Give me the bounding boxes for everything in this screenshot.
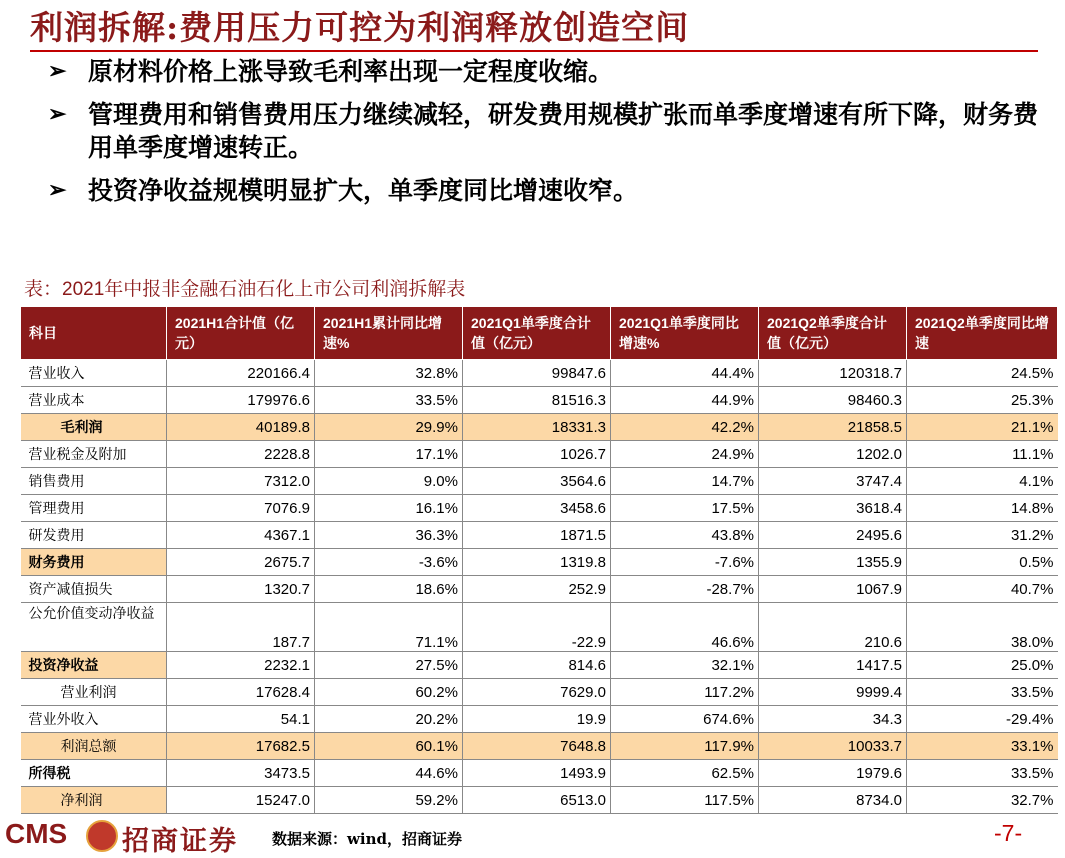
page-title: 利润拆解:费用压力可控为利润释放创造空间: [30, 8, 690, 47]
bullet-item: [48, 98, 1048, 164]
value-cell: 120318.7: [759, 360, 907, 387]
value-cell: 19.9: [463, 706, 611, 733]
value-cell: 99847.6: [463, 360, 611, 387]
value-cell: 210.6: [759, 603, 907, 652]
value-cell: 3618.4: [759, 495, 907, 522]
value-cell: 4.1%: [907, 468, 1058, 495]
header-cell: 2021Q1单季度合计值（亿元）: [463, 307, 611, 360]
value-cell: 10033.7: [759, 733, 907, 760]
value-cell: -22.9: [463, 603, 611, 652]
value-cell: 1417.5: [759, 652, 907, 679]
value-cell: 117.5%: [611, 787, 759, 814]
value-cell: 18331.3: [463, 414, 611, 441]
value-cell: 62.5%: [611, 760, 759, 787]
value-cell: 17682.5: [167, 733, 315, 760]
value-cell: 1871.5: [463, 522, 611, 549]
header-cell: 2021Q1单季度同比增速%: [611, 307, 759, 360]
value-cell: 60.1%: [315, 733, 463, 760]
row-label: 利润总额: [21, 733, 167, 760]
value-cell: 2228.8: [167, 441, 315, 468]
value-cell: 18.6%: [315, 576, 463, 603]
header-cell: 2021H1合计值（亿元）: [167, 307, 315, 360]
value-cell: 98460.3: [759, 387, 907, 414]
value-cell: 3747.4: [759, 468, 907, 495]
value-cell: 54.1: [167, 706, 315, 733]
table-row: [21, 441, 1058, 468]
value-cell: 24.5%: [907, 360, 1058, 387]
value-cell: 20.2%: [315, 706, 463, 733]
value-cell: 1067.9: [759, 576, 907, 603]
value-cell: 17.1%: [315, 441, 463, 468]
value-cell: 46.6%: [611, 603, 759, 652]
row-label: 管理费用: [21, 495, 167, 522]
header-cell: 2021Q2单季度合计值（亿元）: [759, 307, 907, 360]
table-row: [21, 679, 1058, 706]
bullet-text: 投资净收益规模明显扩大，单季度同比增速收窄。: [88, 176, 639, 205]
table-row: [21, 495, 1058, 522]
table-row: [21, 549, 1058, 576]
value-cell: 8734.0: [759, 787, 907, 814]
bullet-item: [48, 55, 1048, 88]
brand-latin: CMS: [5, 818, 68, 849]
value-cell: 27.5%: [315, 652, 463, 679]
value-cell: 25.0%: [907, 652, 1058, 679]
value-cell: 15247.0: [167, 787, 315, 814]
table-row: [21, 603, 1058, 652]
cms-logo-icon: [86, 820, 118, 852]
value-cell: -29.4%: [907, 706, 1058, 733]
value-cell: 117.2%: [611, 679, 759, 706]
value-cell: 187.7: [167, 603, 315, 652]
table-row: [21, 652, 1058, 679]
value-cell: 43.8%: [611, 522, 759, 549]
bullet-item: [48, 174, 1048, 207]
value-cell: 60.2%: [315, 679, 463, 706]
table-row: [21, 387, 1058, 414]
value-cell: 24.9%: [611, 441, 759, 468]
table-row: [21, 787, 1058, 814]
value-cell: 252.9: [463, 576, 611, 603]
value-cell: 40.7%: [907, 576, 1058, 603]
value-cell: 42.2%: [611, 414, 759, 441]
value-cell: 1979.6: [759, 760, 907, 787]
row-label: 毛利润: [21, 414, 167, 441]
header-cell: 2021Q2单季度同比增速: [907, 307, 1058, 360]
value-cell: 36.3%: [315, 522, 463, 549]
value-cell: 9.0%: [315, 468, 463, 495]
value-cell: 25.3%: [907, 387, 1058, 414]
value-cell: 814.6: [463, 652, 611, 679]
brand-name: 招商证券: [122, 826, 238, 857]
value-cell: 674.6%: [611, 706, 759, 733]
value-cell: 3473.5: [167, 760, 315, 787]
row-label: 投资净收益: [21, 652, 167, 679]
bullet-text: 管理费用和销售费用压力继续减轻，研发费用规模扩张而单季度增速有所下降，财务费用单季度增速转正。: [88, 100, 1039, 162]
data-source: 数据来源：wind，招商证券: [272, 830, 463, 848]
value-cell: 0.5%: [907, 549, 1058, 576]
profit-breakdown-table: [20, 306, 1058, 814]
value-cell: 1026.7: [463, 441, 611, 468]
title-divider: [30, 50, 1038, 52]
value-cell: 4367.1: [167, 522, 315, 549]
value-cell: 33.1%: [907, 733, 1058, 760]
value-cell: 40189.8: [167, 414, 315, 441]
value-cell: 1320.7: [167, 576, 315, 603]
value-cell: 33.5%: [907, 760, 1058, 787]
value-cell: 44.4%: [611, 360, 759, 387]
value-cell: 3458.6: [463, 495, 611, 522]
value-cell: 6513.0: [463, 787, 611, 814]
value-cell: 1202.0: [759, 441, 907, 468]
value-cell: 9999.4: [759, 679, 907, 706]
table-row: [21, 414, 1058, 441]
value-cell: 1319.8: [463, 549, 611, 576]
value-cell: 14.7%: [611, 468, 759, 495]
row-label: 营业外收入: [21, 706, 167, 733]
value-cell: 7629.0: [463, 679, 611, 706]
header-cell: 科目: [21, 307, 167, 360]
table-header-row: [21, 307, 1058, 360]
row-label: 资产减值损失: [21, 576, 167, 603]
value-cell: 17628.4: [167, 679, 315, 706]
value-cell: 2232.1: [167, 652, 315, 679]
value-cell: 32.1%: [611, 652, 759, 679]
table-row: [21, 733, 1058, 760]
value-cell: 31.2%: [907, 522, 1058, 549]
value-cell: 38.0%: [907, 603, 1058, 652]
value-cell: 7312.0: [167, 468, 315, 495]
value-cell: 21858.5: [759, 414, 907, 441]
header-cell: 2021H1累计同比增速%: [315, 307, 463, 360]
value-cell: 7076.9: [167, 495, 315, 522]
value-cell: 32.8%: [315, 360, 463, 387]
row-label: 所得税: [21, 760, 167, 787]
footer: [0, 818, 1065, 857]
row-label: 销售费用: [21, 468, 167, 495]
value-cell: 59.2%: [315, 787, 463, 814]
value-cell: -7.6%: [611, 549, 759, 576]
value-cell: 71.1%: [315, 603, 463, 652]
table-row: [21, 360, 1058, 387]
value-cell: 11.1%: [907, 441, 1058, 468]
value-cell: 220166.4: [167, 360, 315, 387]
value-cell: 33.5%: [907, 679, 1058, 706]
value-cell: 7648.8: [463, 733, 611, 760]
bullet-list: [48, 55, 1048, 217]
value-cell: 2675.7: [167, 549, 315, 576]
table-caption: 表：2021年中报非金融石油石化上市公司利润拆解表: [24, 279, 466, 300]
value-cell: 44.9%: [611, 387, 759, 414]
arrow-bullet-icon: ➢: [48, 58, 67, 84]
bullet-text: 原材料价格上涨导致毛利率出现一定程度收缩。: [88, 57, 614, 86]
row-label: 公允价值变动净收益: [21, 603, 167, 652]
value-cell: 3564.6: [463, 468, 611, 495]
value-cell: 21.1%: [907, 414, 1058, 441]
arrow-bullet-icon: ➢: [48, 177, 67, 203]
value-cell: 1355.9: [759, 549, 907, 576]
table-row: [21, 706, 1058, 733]
value-cell: 44.6%: [315, 760, 463, 787]
value-cell: 179976.6: [167, 387, 315, 414]
value-cell: 29.9%: [315, 414, 463, 441]
value-cell: 33.5%: [315, 387, 463, 414]
row-label: 营业税金及附加: [21, 441, 167, 468]
page-number: -7-: [994, 820, 1023, 846]
value-cell: 16.1%: [315, 495, 463, 522]
arrow-bullet-icon: ➢: [48, 101, 67, 127]
value-cell: 2495.6: [759, 522, 907, 549]
value-cell: 14.8%: [907, 495, 1058, 522]
row-label: 财务费用: [21, 549, 167, 576]
value-cell: 32.7%: [907, 787, 1058, 814]
value-cell: 34.3: [759, 706, 907, 733]
value-cell: -28.7%: [611, 576, 759, 603]
value-cell: 1493.9: [463, 760, 611, 787]
row-label: 营业成本: [21, 387, 167, 414]
value-cell: 117.9%: [611, 733, 759, 760]
table-row: [21, 576, 1058, 603]
table-row: [21, 522, 1058, 549]
value-cell: 81516.3: [463, 387, 611, 414]
table-row: [21, 468, 1058, 495]
row-label: 营业收入: [21, 360, 167, 387]
value-cell: 17.5%: [611, 495, 759, 522]
row-label: 营业利润: [21, 679, 167, 706]
table-row: [21, 760, 1058, 787]
value-cell: -3.6%: [315, 549, 463, 576]
row-label: 净利润: [21, 787, 167, 814]
row-label: 研发费用: [21, 522, 167, 549]
